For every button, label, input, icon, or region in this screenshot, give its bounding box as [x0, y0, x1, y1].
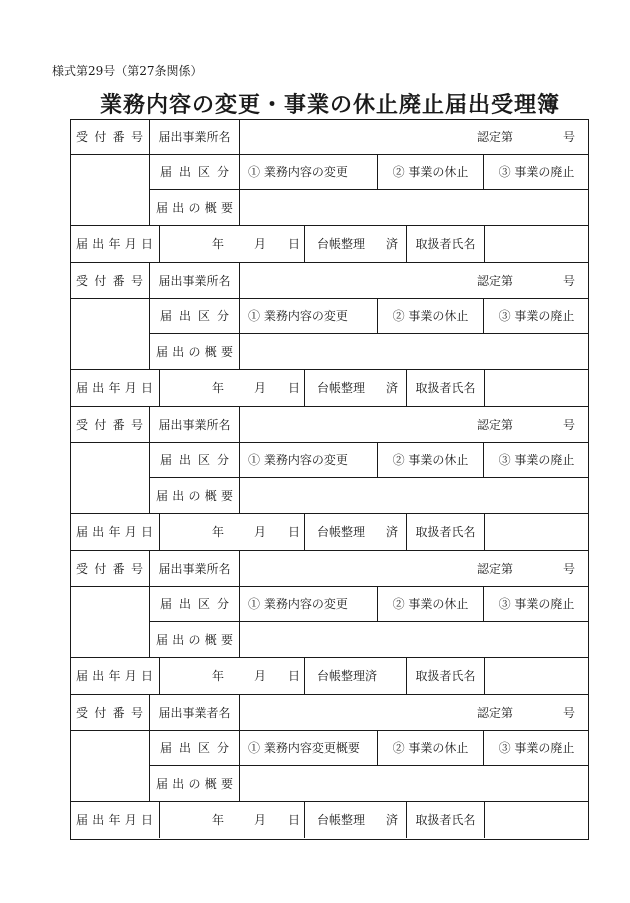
register-entry	[70, 551, 589, 694]
year-unit: 年	[212, 813, 225, 827]
certification-number[interactable]	[455, 551, 589, 587]
date-field[interactable]	[160, 514, 305, 550]
handler-name-field[interactable]	[485, 226, 589, 262]
day-unit: 日	[287, 669, 300, 683]
year-unit: 年	[212, 237, 225, 251]
handler-name-field[interactable]	[485, 802, 589, 838]
month-unit: 月	[254, 669, 267, 683]
ledger-done: 済	[385, 381, 398, 395]
summary-field[interactable]	[240, 478, 589, 514]
cert-suffix: 号	[562, 562, 575, 576]
category-label: 届 出 区 分	[150, 443, 240, 478]
option-suspension[interactable]: ② 事業の休止	[378, 155, 484, 190]
day-unit: 日	[287, 525, 300, 539]
cert-prefix: 認定第	[477, 706, 514, 720]
receipt-no-label: 受 付 番 号	[70, 263, 150, 299]
handler-label: 取扱者氏名	[407, 802, 485, 838]
ledger-label: 台帳整理	[317, 237, 366, 251]
option-suspension[interactable]: ② 事業の休止	[378, 443, 484, 478]
handler-label: 取扱者氏名	[407, 226, 485, 262]
ledger-cell[interactable]	[305, 370, 407, 406]
ledger-done: 済	[385, 525, 398, 539]
option-business-change[interactable]: ① 業務内容の変更	[240, 299, 378, 334]
year-unit: 年	[212, 525, 225, 539]
day-unit: 日	[287, 381, 300, 395]
option-business-change[interactable]: ① 業務内容の変更	[240, 155, 378, 190]
handler-name-field[interactable]	[485, 658, 589, 694]
register-entry	[70, 119, 589, 262]
month-unit: 月	[254, 525, 267, 539]
cert-suffix: 号	[562, 274, 575, 288]
office-name-field[interactable]	[240, 119, 455, 155]
register-table	[70, 119, 589, 840]
certification-number[interactable]	[455, 263, 589, 299]
month-unit: 月	[254, 381, 267, 395]
option-abolition[interactable]: ③ 事業の廃止	[484, 731, 589, 766]
date-label: 届 出 年 月 日	[70, 514, 160, 550]
option-abolition[interactable]: ③ 事業の廃止	[484, 155, 589, 190]
receipt-no-label: 受 付 番 号	[70, 551, 150, 587]
handler-label: 取扱者氏名	[407, 370, 485, 406]
cert-prefix: 認定第	[477, 130, 514, 144]
register-entry	[70, 263, 589, 406]
category-label: 届 出 区 分	[150, 731, 240, 766]
office-name-label: 届出事業者名	[150, 695, 240, 731]
category-label: 届 出 区 分	[150, 299, 240, 334]
office-name-label: 届出事業所名	[150, 551, 240, 587]
ledger-done: 済	[385, 237, 398, 251]
summary-field[interactable]	[240, 190, 589, 226]
summary-field[interactable]	[240, 622, 589, 658]
cert-prefix: 認定第	[477, 418, 514, 432]
receipt-no-label: 受 付 番 号	[70, 407, 150, 443]
summary-label: 届 出 の 概 要	[150, 190, 240, 226]
category-label: 届 出 区 分	[150, 155, 240, 190]
date-field[interactable]	[160, 370, 305, 406]
date-label: 届 出 年 月 日	[70, 370, 160, 406]
ledger-cell[interactable]	[305, 514, 407, 550]
cert-prefix: 認定第	[477, 562, 514, 576]
certification-number[interactable]	[455, 119, 589, 155]
ledger-label: 台帳整理	[317, 813, 366, 827]
office-name-field[interactable]	[240, 263, 455, 299]
form-code: 様式第29号（第27条関係）	[52, 64, 203, 78]
date-label: 届 出 年 月 日	[70, 226, 160, 262]
ledger-label: 台帳整理済	[317, 669, 378, 683]
office-name-label: 届出事業所名	[150, 407, 240, 443]
handler-label: 取扱者氏名	[407, 514, 485, 550]
ledger-label: 台帳整理	[317, 525, 366, 539]
date-field[interactable]	[160, 658, 305, 694]
option-business-change[interactable]: ① 業務内容の変更	[240, 443, 378, 478]
ledger-cell[interactable]	[305, 658, 407, 694]
year-unit: 年	[212, 381, 225, 395]
cert-suffix: 号	[562, 418, 575, 432]
option-suspension[interactable]: ② 事業の休止	[378, 299, 484, 334]
receipt-no-label: 受 付 番 号	[70, 695, 150, 731]
document-title: 業務内容の変更・事業の休止廃止届出受理簿	[99, 92, 560, 118]
month-unit: 月	[254, 813, 267, 827]
summary-label: 届 出 の 概 要	[150, 766, 240, 802]
handler-name-field[interactable]	[485, 514, 589, 550]
option-business-change[interactable]: ① 業務内容変更概要	[240, 731, 378, 766]
cert-suffix: 号	[562, 130, 575, 144]
handler-name-field[interactable]	[485, 370, 589, 406]
option-business-change[interactable]: ① 業務内容の変更	[240, 587, 378, 622]
option-abolition[interactable]: ③ 事業の廃止	[484, 587, 589, 622]
date-label: 届 出 年 月 日	[70, 802, 160, 838]
receipt-no-field[interactable]	[70, 587, 150, 658]
option-suspension[interactable]: ② 事業の休止	[378, 731, 484, 766]
office-name-field[interactable]	[240, 551, 455, 587]
year-unit: 年	[212, 669, 225, 683]
date-label: 届 出 年 月 日	[70, 658, 160, 694]
date-field[interactable]	[160, 802, 305, 838]
date-field[interactable]	[160, 226, 305, 262]
cert-prefix: 認定第	[477, 274, 514, 288]
receipt-no-field[interactable]	[70, 299, 150, 370]
ledger-cell[interactable]	[305, 226, 407, 262]
option-suspension[interactable]: ② 事業の休止	[378, 587, 484, 622]
cert-suffix: 号	[562, 706, 575, 720]
receipt-no-field[interactable]	[70, 155, 150, 226]
office-name-label: 届出事業所名	[150, 263, 240, 299]
office-name-field[interactable]	[240, 695, 455, 731]
office-name-label: 届出事業所名	[150, 119, 240, 155]
summary-label: 届 出 の 概 要	[150, 478, 240, 514]
summary-field[interactable]	[240, 334, 589, 370]
summary-label: 届 出 の 概 要	[150, 334, 240, 370]
ledger-done: 済	[385, 813, 398, 827]
category-label: 届 出 区 分	[150, 587, 240, 622]
certification-number[interactable]	[455, 407, 589, 443]
ledger-label: 台帳整理	[317, 381, 366, 395]
register-entry	[70, 695, 589, 838]
register-entry	[70, 407, 589, 550]
receipt-no-field[interactable]	[70, 731, 150, 802]
ledger-cell[interactable]	[305, 802, 407, 838]
day-unit: 日	[287, 237, 300, 251]
option-abolition[interactable]: ③ 事業の廃止	[484, 443, 589, 478]
receipt-no-label: 受 付 番 号	[70, 119, 150, 155]
option-abolition[interactable]: ③ 事業の廃止	[484, 299, 589, 334]
certification-number[interactable]	[455, 695, 589, 731]
summary-label: 届 出 の 概 要	[150, 622, 240, 658]
office-name-field[interactable]	[240, 407, 455, 443]
month-unit: 月	[254, 237, 267, 251]
handler-label: 取扱者氏名	[407, 658, 485, 694]
summary-field[interactable]	[240, 766, 589, 802]
receipt-no-field[interactable]	[70, 443, 150, 514]
day-unit: 日	[287, 813, 300, 827]
